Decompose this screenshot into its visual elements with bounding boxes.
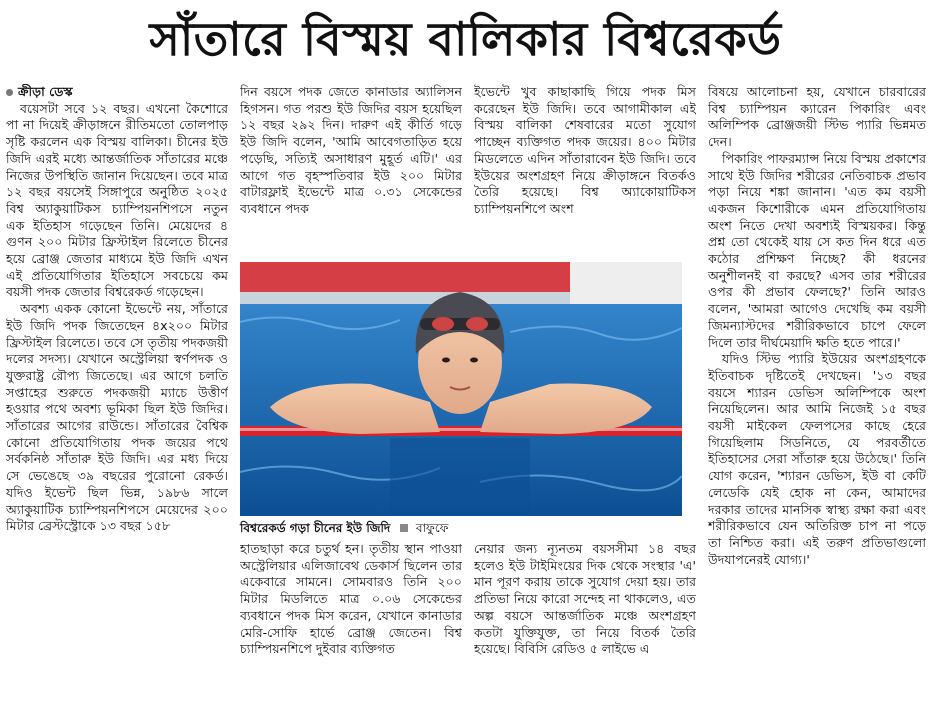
photo-caption [240,519,696,537]
wall-panel [570,262,682,304]
byline-text: ক্রীড়া ডেস্ক [18,84,73,99]
column-4 [708,84,926,710]
column-2-top [240,84,462,254]
column-3-bottom [474,541,696,711]
paragraph: হাতছাড়া করে চতুর্থ হন। তৃতীয় স্থান পাওয়া অস্ট্রেলিয়ার এলিজাবেথ ডেকার্স ছিলেন তার একেবারে সামনে। সোমবারও তিনি ২০০ মিটার মিডলিতে মাত্র ০.০৬ সেকেন্ডের ব্যবধানে পদক মিস করেন, যেখানে কানাডার মেরি-সোফি হার্ভে ব্রোঞ্জ জেতেন। বিশ্ব চ্যাম্পিয়নশিপে দুইবার ব্যক্তিগত [240,541,462,657]
caption-square-icon [400,524,408,532]
headline: সাঁতারে বিস্ময় বালিকার বিশ্বরেকর্ড [149,12,782,66]
caption-credit: বাফুফে [415,521,449,535]
paragraph: অবশ্য একক কোনো ইভেন্টে নয়, সাঁতারে ইউ জিদি পদক জিতেছেন ৪x২০০ মিটার ফ্রিস্টাইল রিলেতে। তবে সে তৃতীয় পদকজয়ী দলের সদস্য। যেখানে অস্ট্রেলিয়া স্বর্ণপদক ও যুক্তরাষ্ট্র রৌপ্য জিতেছে। এর আগে চলতি সপ্তাহের শুরুতে পদকজয়ী ম্যাচে উত্তীর্ণ হওয়ার পথে অবশ্য ভূমিকা ছিল ইউ জিদির। সাঁতারের আগের রাউন্ডে। সাঁতারের বৈশ্বিক কোনো প্রতিযোগিতায় পদক জয়ের পথে সর্বকনিষ্ঠ সাঁতারু ইউ জিদি। এর মধ্য দিয়ে সে ভেঙেছে ৩৯ বছরের পুরোনো রেকর্ড। যদিও ইভেন্ট ছিল ভিন্ন, ১৯৮৬ সালে অ্যাকুয়াটিক চ্যাম্পিয়নশিপসে মেয়েদের ২০০ মিটার ব্রেস্টস্ট্রোকে ১৩ বছর ১৫৮ [6,301,228,534]
caption-text: বিশ্বরেকর্ড গড়া চীনের ইউ জিদি [240,521,391,535]
paragraph: পিকারিং পাফরম্যান্স নিয়ে বিস্ময় প্রকাশের সাথে ইউ জিদির শরীরের নেতিবাচক প্রভাব পড়া নিয়ে শঙ্কা জানান। 'এত কম বয়সী একজন কিশোরীকে এমন প্রতিযোগিতায় অংশ নিতে দেখা অবশ্যই বিস্ময়কর। কিন্তু প্রশ্ন তো থেকেই যায় সে কত দিন ধরে এত কঠোর প্রশিক্ষণ নিচ্ছে? কী ধরনের অনুশীলনই বা করছে? এসব তার শরীরের ওপর কী প্রভাব ফেলছে?' তিনি আরও বলেন, 'আমরা আগেও দেখেছি কম বয়সী জিমন্যাস্টদের শরীরিকভাবে চাপে ফেলে দিলে তার দীর্ঘমেয়াদি ক্ষতি হতে পারে।' [708,150,926,350]
column-3-top [474,84,696,254]
swimmer-illustration [240,262,682,516]
bullet-icon [6,89,13,96]
paragraph: নেয়ার জন্য ন্যূনতম বয়সসীমা ১৪ বছর হলেও ইউ টাইমিংয়ের দিক থেকে সংস্থার 'এ' মান পূরণ করায় তাকে সুযোগ দেয়া হয়। তার প্রতিভা নিয়ে কারো সন্দেহ না থাকলেও, এত অল্প বয়সে আন্তর্জাতিক মঞ্চে অংশগ্রহণ কতটা যুক্তিযুক্ত, তা নিয়ে বিতর্ক তৈরি হয়েছে। বিবিসি রেডিও ৫ লাইভে এ [474,541,696,657]
water-surface [390,438,530,516]
column-1 [6,84,228,710]
paragraph: ইভেন্টে খুব কাছাকাছি গিয়ে পদক মিস করেছেন ইউ জিদি। তবে আগামীকাল এই বিস্ময় বালিকা শেষবারের মতো সুযোগ পাচ্ছেন ব্যক্তিগত পদক জয়ের। ৪০০ মিটার মিডলেতে এদিন সাঁতারাবেন ইউ জিদি। তবে ইউয়ের অংশগ্রহণ নিয়ে ক্রীড়াঙ্গনে বিতর্কও তৈরি হয়েছে। বিশ্ব অ্যাকোয়াটিকস চ্যাম্পিয়নশিপে অংশ [474,84,696,216]
goggles-icon [420,317,500,331]
paragraph: বয়েসটা সবে ১২ বছর। এখনো কৈশোরে পা না দিয়েই ক্রীড়াঙ্গনে রীতিমতো তোলপাড় সৃষ্টি করলেন এক বিস্ময় বালিকা। চীনের ইউ জিদি এরই মধ্যে আন্তর্জাতিক সাঁতারের মঞ্চে নিজের উপস্থিতি জানান দিয়েছেন। তবে মাত্র ১২ বছর বয়সেই সিঙ্গাপুরে অনুষ্ঠিত ২০২৫ বিশ্ব অ্যাকুয়াটিকস চ্যাম্পিয়নশিপসে নতুন এক ইতিহাস গড়েছেন তিনি। মেয়েদের ৪ গুণন ২০০ মিটার ফ্রিস্টাইল রিলেতে চীনের হয়ে ব্রোঞ্জ জেতার মাধ্যমে ইউ জিদি এখন এই প্রতিযোগিতার ইতিহাসে সবচেয়ে কম বয়সী পদক জেতার বিশ্বরেকর্ড গড়েছেন। [6,100,228,300]
paragraph: বিষয়ে আলোচনা হয়, যেখানে চারবারের বিশ্ব চ্যাম্পিয়ন ক্যারেন পিকারিং এবং অলিম্পিক ব্রোঞ্জজয়ী স্টিভ প্যারি ভিন্নমত দেন। [708,84,926,150]
swimmer-photo [240,262,682,516]
column-2-bottom [240,541,462,711]
byline [6,84,228,101]
paragraph: দিন বয়সে পদক জেতে কানাডার অ্যালিসন হিগসন। গত পরশু ইউ জিদির বয়স হয়েছিল ১২ বছর ২৯২ দিন। দারুণ এই কীর্তি গড়ে ইউ জিদি বলেন, 'আমি আবেগতাড়িত হয়ে পড়েছি, সত্যিই অসাধারণ মুহূর্ত এটি।' এর আগে গত বৃহস্পতিবার ইউ ২০০ মিটার বাটারফ্লাই ইভেন্টে মাত্র ০.৩১ সেকেন্ডের ব্যবধানে পদক [240,84,462,216]
paragraph: যদিও স্টিভ প্যারি ইউয়ের অংশগ্রহণকে ইতিবাচক দৃষ্টিতেই দেখছেন। '১৩ বছর বয়সে শ্যারন ডেভিস অলিম্পিকে অংশ নিয়েছিলেন। আর আমি নিজেই ১৫ বছর বয়সী মাইকেল ফেলপসের কাছে হেরে গিয়েছিলাম সিডনিতে, যে পরবর্তীতে ইতিহাসের সেরা সাঁতারু হয়ে উঠেছে।' তিনি যোগ করেন, 'শ্যারন ডেভিস, ইউ বা কেটি লেডেকি যেই হোক না কেন, আমাদের দরকার তাদের মানসিক স্বাস্থ্য রক্ষা করা এবং শরীরিকভাবে যেন অতিরিক্ত চাপ না পড়ে তা নিশ্চিত করা। এই তরুণ প্রতিভাগুলো উদযাপনেরই যোগ্য।' [708,351,926,567]
